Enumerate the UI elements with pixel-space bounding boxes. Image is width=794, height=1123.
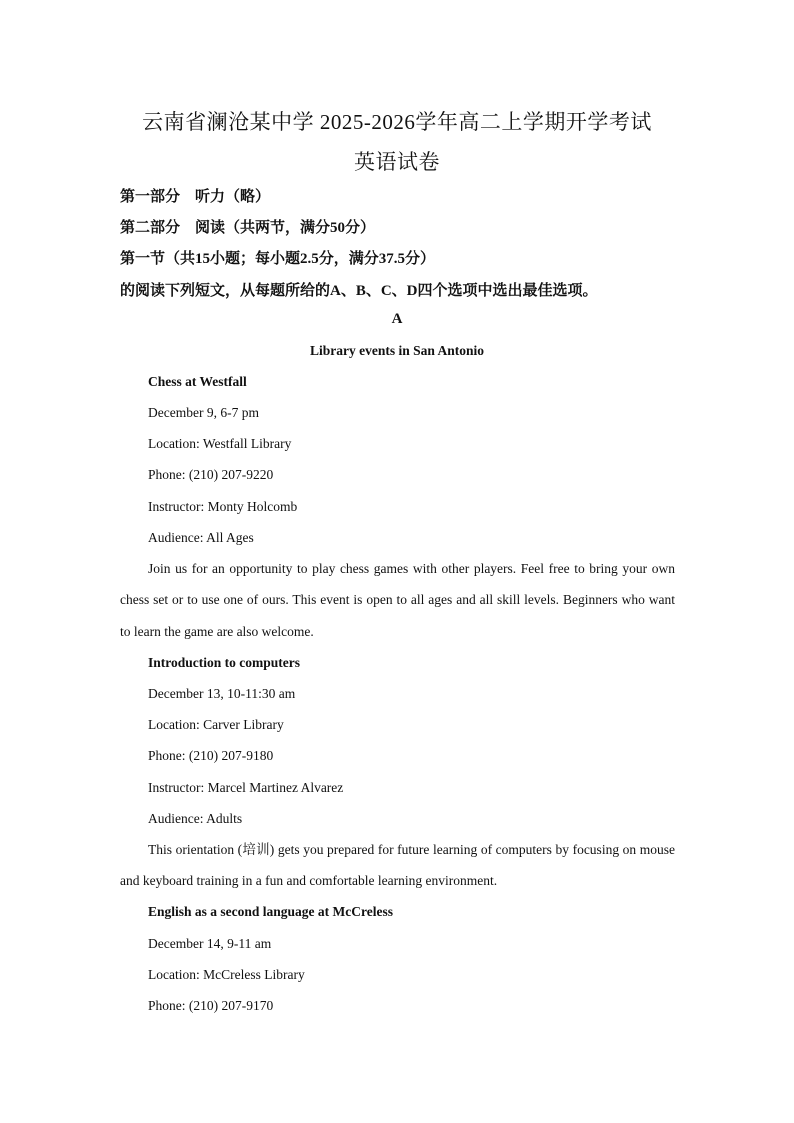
event-location: Location: Carver Library <box>148 717 284 732</box>
event-description: This orientation (培训) gets you prepared for future learning of computers by focusing on mouse and keyboard training in a fun and comfortable learning environment. <box>120 842 675 889</box>
event-name: English as a second language at McCreless <box>148 904 394 919</box>
exam-subject: 英语试卷 <box>354 150 440 174</box>
event-audience: Audience: All Ages <box>148 530 254 545</box>
part2-heading: 第二部分 阅读（共两节，满分50分） <box>120 220 376 236</box>
section1-heading: 第一节（共15小题；每小题2.5分，满分37.5分） <box>120 251 436 267</box>
event-location: Location: McCreless Library <box>148 967 305 982</box>
exam-title: 云南省澜沧某中学 2025-2026学年高二上学期开学考试 <box>142 110 652 134</box>
event-date: December 9, 6-7 pm <box>148 405 259 420</box>
event-phone: Phone: (210) 207-9220 <box>148 467 274 482</box>
event-date: December 14, 9-11 am <box>148 936 272 951</box>
event-name: Introduction to computers <box>148 655 301 670</box>
event-date: December 13, 10-11:30 am <box>148 686 296 701</box>
event-location: Location: Westfall Library <box>148 436 292 451</box>
passage-title: Library events in San Antonio <box>309 343 485 358</box>
event-phone: Phone: (210) 207-9180 <box>148 748 274 763</box>
event-audience: Audience: Adults <box>148 811 243 826</box>
part1-heading: 第一部分 听力（略） <box>120 189 271 205</box>
event-instructor: Instructor: Marcel Martinez Alvarez <box>148 780 344 795</box>
event-phone: Phone: (210) 207-9170 <box>148 998 274 1013</box>
passage-label: A <box>391 311 403 327</box>
event-description: Join us for an opportunity to play chess games with other players. Feel free to bring your own chess set or to use one of ours. This event is open to all ages and all skill levels. Beginners who want to learn the game are also welcome. <box>120 561 675 639</box>
event-instructor: Instructor: Monty Holcomb <box>148 499 298 514</box>
instruction-text: 的阅读下列短文，从每题所给的A、B、C、D四个选项中选出最佳选项。 <box>120 283 598 299</box>
event-name: Chess at Westfall <box>148 374 247 389</box>
